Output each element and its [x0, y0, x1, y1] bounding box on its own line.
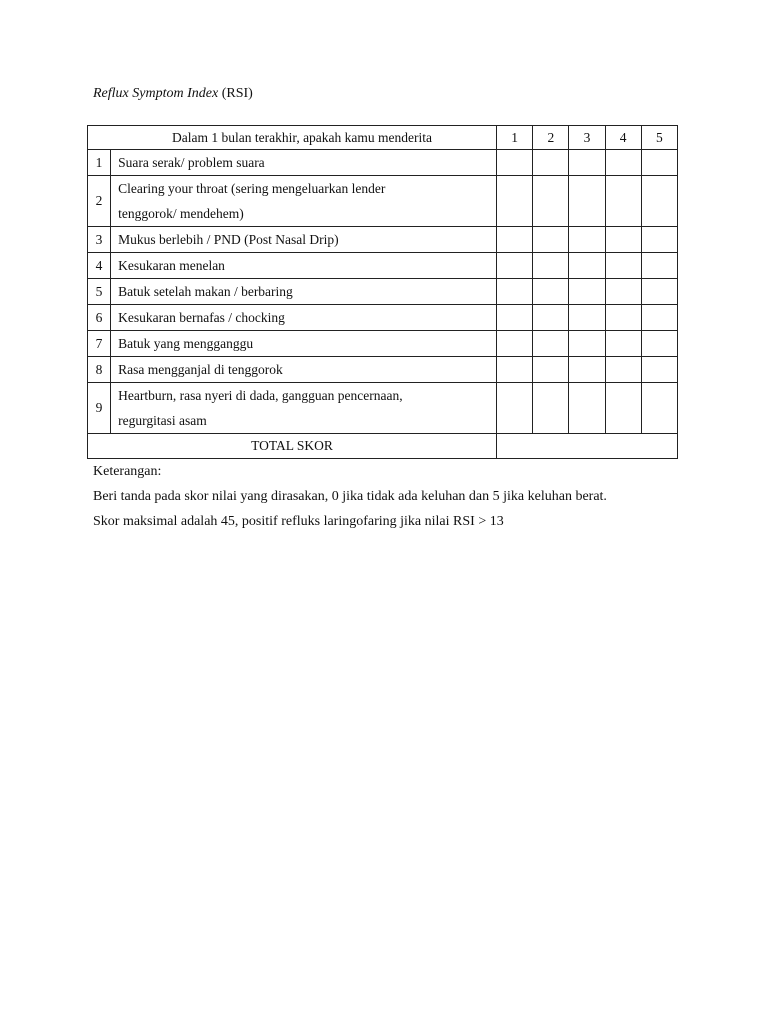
total-label: TOTAL SKOR: [88, 434, 497, 459]
row-question: [111, 305, 497, 331]
table-row: [88, 331, 678, 357]
score-cell[interactable]: [533, 279, 569, 305]
row-number: 7: [88, 331, 111, 357]
score-cell[interactable]: [605, 227, 641, 253]
score-cell[interactable]: [497, 331, 533, 357]
notes-line-1: Beri tanda pada skor nilai yang dirasakan, 0 jika tidak ada keluhan dan 5 jika keluhan berat.: [93, 489, 607, 504]
question-line: Heartburn, rasa nyeri di dada, gangguan pencernaan,: [118, 388, 403, 403]
score-header-3: 3: [569, 126, 605, 150]
question-line: regurgitasi asam: [118, 413, 207, 428]
score-cell[interactable]: [497, 357, 533, 383]
table-header-row: [88, 126, 678, 150]
score-cell[interactable]: [641, 357, 677, 383]
score-cell[interactable]: [569, 176, 605, 227]
table-row: [88, 383, 678, 434]
document-title: [93, 86, 253, 102]
score-header-1: 1: [497, 126, 533, 150]
score-cell[interactable]: [497, 279, 533, 305]
table-row: [88, 357, 678, 383]
score-cell[interactable]: [641, 383, 677, 434]
score-cell[interactable]: [533, 253, 569, 279]
score-cell[interactable]: [641, 279, 677, 305]
header-question: Dalam 1 bulan terakhir, apakah kamu menderita: [88, 126, 497, 150]
row-question: [111, 383, 497, 434]
score-header-4: 4: [605, 126, 641, 150]
notes-heading: Keterangan:: [93, 464, 162, 479]
row-question: [111, 253, 497, 279]
score-cell[interactable]: [497, 253, 533, 279]
question-line: tenggorok/ mendehem): [118, 206, 244, 221]
score-header-2: 2: [533, 126, 569, 150]
question-line: Rasa mengganjal di tenggorok: [118, 362, 283, 377]
question-line: Batuk yang mengganggu: [118, 336, 254, 351]
row-question: [111, 176, 497, 227]
score-cell[interactable]: [533, 227, 569, 253]
table-row: [88, 305, 678, 331]
question-line: Kesukaran menelan: [118, 258, 225, 273]
question-line: Batuk setelah makan / berbaring: [118, 284, 293, 299]
rsi-table: [87, 125, 678, 459]
table-row: [88, 227, 678, 253]
row-number: 2: [88, 176, 111, 227]
score-cell[interactable]: [641, 331, 677, 357]
score-cell[interactable]: [605, 357, 641, 383]
score-cell[interactable]: [497, 305, 533, 331]
score-header-5: 5: [641, 126, 677, 150]
row-number: 3: [88, 227, 111, 253]
score-cell[interactable]: [497, 150, 533, 176]
title-suffix: (RSI): [218, 86, 253, 101]
question-line: Kesukaran bernafas / chocking: [118, 310, 285, 325]
score-cell[interactable]: [641, 150, 677, 176]
row-question: [111, 227, 497, 253]
row-number: 6: [88, 305, 111, 331]
score-cell[interactable]: [605, 383, 641, 434]
score-cell[interactable]: [497, 227, 533, 253]
score-cell[interactable]: [569, 253, 605, 279]
row-number: 1: [88, 150, 111, 176]
score-cell[interactable]: [569, 357, 605, 383]
notes: [93, 459, 607, 534]
row-number: 9: [88, 383, 111, 434]
score-cell[interactable]: [533, 150, 569, 176]
table-row: [88, 279, 678, 305]
notes-line-2: Skor maksimal adalah 45, positif refluks laringofaring jika nilai RSI > 13: [93, 514, 504, 529]
row-number: 5: [88, 279, 111, 305]
row-question: [111, 150, 497, 176]
score-cell[interactable]: [605, 150, 641, 176]
score-cell[interactable]: [569, 383, 605, 434]
row-question: [111, 331, 497, 357]
score-cell[interactable]: [533, 383, 569, 434]
score-cell[interactable]: [569, 331, 605, 357]
score-cell[interactable]: [641, 305, 677, 331]
row-number: 4: [88, 253, 111, 279]
total-row: [88, 434, 678, 459]
score-cell[interactable]: [641, 176, 677, 227]
total-score-cell[interactable]: [497, 434, 678, 459]
score-cell[interactable]: [605, 253, 641, 279]
score-cell[interactable]: [569, 305, 605, 331]
score-cell[interactable]: [497, 383, 533, 434]
table-row: [88, 150, 678, 176]
score-cell[interactable]: [533, 176, 569, 227]
question-line: Mukus berlebih / PND (Post Nasal Drip): [118, 232, 339, 247]
row-question: [111, 279, 497, 305]
score-cell[interactable]: [641, 253, 677, 279]
title-italic: Reflux Symptom Index: [93, 86, 219, 101]
score-cell[interactable]: [533, 305, 569, 331]
row-number: 8: [88, 357, 111, 383]
score-cell[interactable]: [605, 279, 641, 305]
score-cell[interactable]: [605, 305, 641, 331]
score-cell[interactable]: [641, 227, 677, 253]
question-line: Suara serak/ problem suara: [118, 155, 265, 170]
score-cell[interactable]: [605, 176, 641, 227]
score-cell[interactable]: [533, 357, 569, 383]
row-question: [111, 357, 497, 383]
score-cell[interactable]: [605, 331, 641, 357]
score-cell[interactable]: [569, 227, 605, 253]
score-cell[interactable]: [533, 331, 569, 357]
table-row: [88, 253, 678, 279]
score-cell[interactable]: [497, 176, 533, 227]
table-row: [88, 176, 678, 227]
question-line: Clearing your throat (sering mengeluarkan lender: [118, 181, 386, 196]
score-cell[interactable]: [569, 279, 605, 305]
score-cell[interactable]: [569, 150, 605, 176]
